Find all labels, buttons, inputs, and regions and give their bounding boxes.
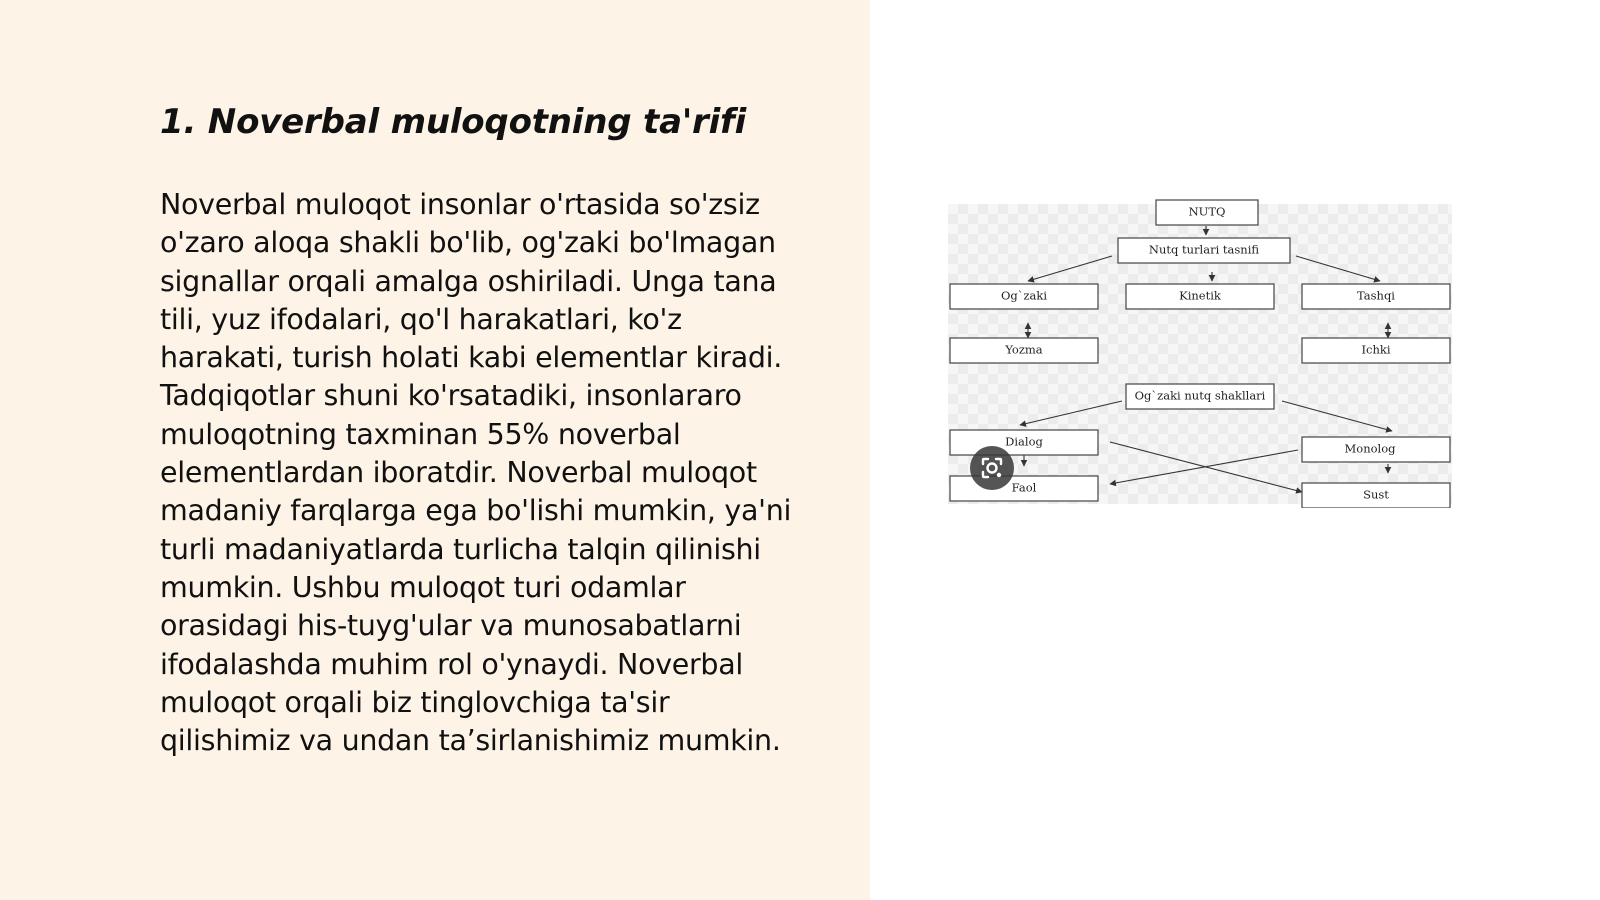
body-line: muloqot orqali biz tinglovchiga ta'sir bbox=[160, 685, 670, 719]
node-label: Monolog bbox=[1344, 441, 1396, 456]
node-label: Dialog bbox=[1005, 434, 1043, 449]
node-ogzaki-nutq-shakllari bbox=[1126, 384, 1274, 409]
body-line: madaniy farqlarga ega bo'lishi mumkin, ya'ni bbox=[160, 494, 792, 528]
node-label: Sust bbox=[1363, 487, 1389, 502]
node-label: Og`zaki nutq shakllari bbox=[1134, 388, 1266, 403]
node-kinetik bbox=[1126, 284, 1274, 309]
body-line: Noverbal muloqot insonlar o'rtasida so'zsiz bbox=[160, 188, 760, 221]
body-line: ifodalashda muhim rol o'ynaydi. Noverbal bbox=[160, 647, 743, 681]
body-line: o'zaro aloqa shakli bo'lib, og'zaki bo'lmagan bbox=[160, 226, 776, 260]
body-line: muloqotning taxminan 55% noverbal bbox=[160, 417, 681, 451]
body-line: elementlardan iboratdir. Noverbal muloqot bbox=[160, 456, 757, 490]
connector bbox=[1296, 256, 1380, 281]
node-ichki bbox=[1302, 338, 1450, 363]
node-nutq bbox=[1156, 200, 1258, 225]
node-label: Faol bbox=[1011, 480, 1037, 495]
body-line: turli madaniyatlarda turlicha talqin qilinishi bbox=[160, 532, 761, 566]
body-line: signallar orqali amalga oshiriladi. Unga tana bbox=[160, 264, 777, 298]
connector bbox=[1020, 401, 1122, 425]
body-line: orasidagi his-tuyg'ular va munosabatlarni bbox=[160, 609, 742, 643]
body-line: Tadqiqotlar shuni ko'rsatadiki, insonlararo bbox=[160, 379, 742, 413]
node-monolog bbox=[1302, 437, 1450, 462]
node-sust bbox=[1302, 483, 1450, 508]
node-label: Yozma bbox=[1005, 342, 1043, 357]
connector bbox=[1110, 450, 1298, 484]
lens-icon-glyph bbox=[970, 446, 1014, 490]
node-label: Ichki bbox=[1361, 342, 1391, 357]
body-line: tili, yuz ifodalari, qo'l harakatlari, ko'z bbox=[160, 302, 682, 336]
node-nutq-turlari-tasnifi bbox=[1118, 238, 1290, 263]
body-line: qilishimiz va undan ta’sirlanishimiz mumkin. bbox=[160, 724, 781, 758]
connector bbox=[1028, 256, 1112, 281]
slide-body-text bbox=[160, 186, 850, 760]
node-label: Og`zaki bbox=[1000, 288, 1048, 303]
connector bbox=[1282, 401, 1392, 431]
node-label: NUTQ bbox=[1188, 204, 1226, 219]
node-tashqi bbox=[1302, 284, 1450, 309]
visual-search-lens-icon[interactable] bbox=[970, 446, 1014, 490]
body-line: harakati, turish holati kabi elementlar kiradi. bbox=[160, 341, 783, 375]
body-line: mumkin. Ushbu muloqot turi odamlar bbox=[160, 570, 686, 604]
diagram-svg bbox=[948, 198, 1452, 508]
node-label: Tashqi bbox=[1357, 288, 1395, 303]
node-yozma bbox=[950, 338, 1098, 363]
node-label: Nutq turlari tasnifi bbox=[1148, 242, 1260, 257]
speech-classification-diagram bbox=[948, 198, 1452, 508]
node-ogzaki bbox=[950, 284, 1098, 309]
slide-title: 1. Noverbal muloqotning ta'rifi bbox=[160, 102, 747, 142]
node-label: Kinetik bbox=[1179, 288, 1221, 303]
